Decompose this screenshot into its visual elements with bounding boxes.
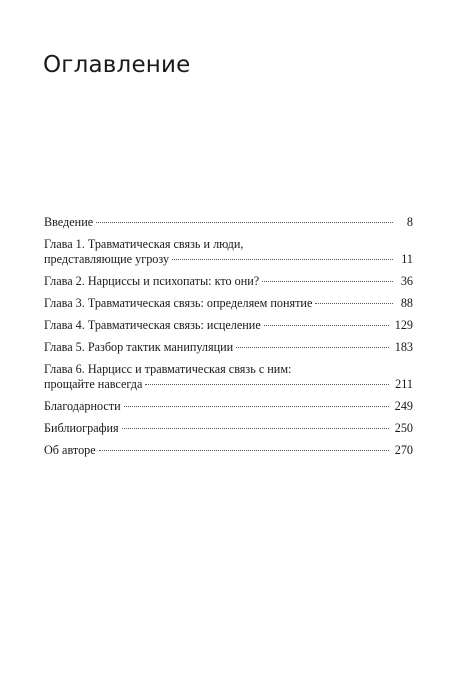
dot-leader	[96, 222, 393, 223]
dot-leader	[145, 384, 389, 385]
toc-entry-page: 270	[394, 443, 413, 457]
dot-leader	[262, 281, 393, 282]
toc-entry-page: 11	[401, 252, 413, 266]
dot-leader	[315, 303, 393, 304]
dot-leader	[99, 450, 389, 451]
dot-leader	[264, 325, 389, 326]
toc-entry-title: Глава 3. Травматическая связь: определяем понятие	[44, 296, 313, 310]
toc-entry-page: 250	[394, 421, 413, 435]
toc-entry-title: Глава 1. Травматическая связь и люди,	[44, 237, 244, 251]
table-of-contents	[44, 215, 413, 465]
toc-entry-chapter-3	[44, 296, 413, 311]
toc-entry-introduction	[44, 215, 413, 230]
toc-entry-title: Глава 2. Нарциссы и психопаты: кто они?	[44, 274, 260, 288]
dot-leader	[124, 406, 389, 407]
toc-entry-page: 8	[406, 215, 413, 229]
toc-entry-title: Библиография	[44, 421, 119, 435]
toc-entry-title: Глава 5. Разбор тактик манипуляции	[44, 340, 234, 354]
toc-entry-bibliography	[44, 421, 413, 436]
toc-entry-page: 88	[400, 296, 413, 310]
toc-entry-page: 129	[394, 318, 413, 332]
page-title: Оглавление	[43, 52, 191, 78]
toc-entry-acknowledgements	[44, 399, 413, 414]
toc-entry-page: 249	[394, 399, 413, 413]
toc-entry-title: Глава 6. Нарцисс и травматическая связь с ним:	[44, 362, 292, 376]
dot-leader	[122, 428, 389, 429]
toc-entry-about-author	[44, 443, 413, 458]
toc-entry-title: Об авторе	[44, 443, 96, 457]
toc-entry-title-continued: представляющие угрозу	[44, 252, 170, 266]
toc-entry-chapter-6	[44, 362, 413, 392]
toc-entry-chapter-5	[44, 340, 413, 355]
dot-leader	[236, 347, 389, 348]
toc-entry-page: 211	[395, 377, 413, 391]
toc-entry-page: 183	[394, 340, 413, 354]
toc-entry-chapter-4	[44, 318, 413, 333]
dot-leader	[172, 259, 393, 260]
toc-entry-title: Благодарности	[44, 399, 121, 413]
toc-entry-chapter-2	[44, 274, 413, 289]
toc-entry-chapter-1	[44, 237, 413, 267]
toc-entry-title: Глава 4. Травматическая связь: исцеление	[44, 318, 261, 332]
toc-entry-title-continued: прощайте навсегда	[44, 377, 143, 391]
toc-entry-page: 36	[400, 274, 413, 288]
toc-entry-title: Введение	[44, 215, 94, 229]
